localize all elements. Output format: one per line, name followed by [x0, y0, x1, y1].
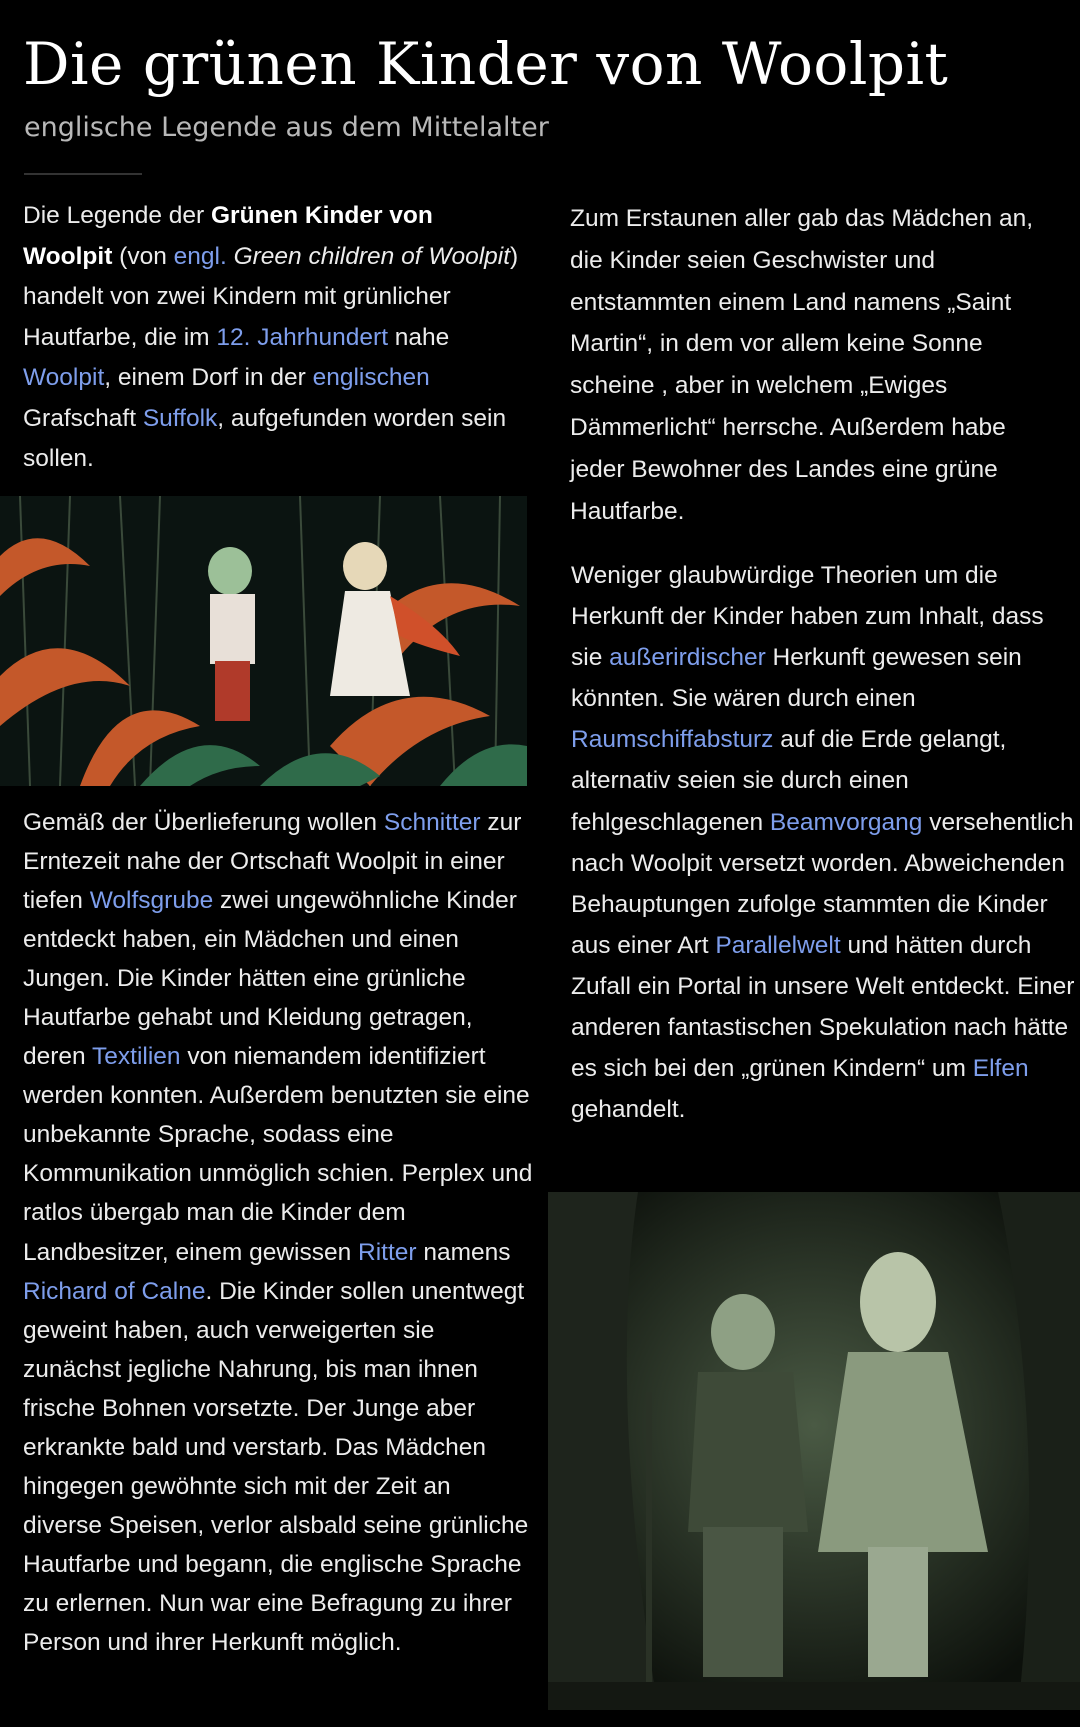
link-wolfsgrube[interactable]: Wolfsgrube: [89, 887, 214, 915]
link-beamvorgang[interactable]: Beamvorgang: [769, 808, 923, 836]
title-divider: [24, 173, 142, 175]
link-engl[interactable]: engl.: [173, 242, 227, 270]
link-12-jahrhundert[interactable]: 12. Jahrhundert: [216, 323, 388, 351]
page-title: Die grünen Kinder von Woolpit: [23, 30, 949, 98]
link-parallelwelt[interactable]: Parallelwelt: [715, 931, 841, 959]
legend-paragraph: Gemäß der Überlieferung wollen Schnitter zur Erntezeit nahe der Ortschaft Woolpit in einer tiefen Wolfsgrube zwei ungewöhnliche Kinder entdeckt haben, ein Mädchen und einen Jungen. Die Kinder hätten eine grünliche Hautfarbe gehabt und Kleidung getragen, deren Textilien von niemandem identifiziert werden konnten. Außerdem benutzten sie eine unbekannte Sprache, sodass eine Kommunikation unmöglich schien. Perplex und ratlos übergab man die Kinder dem Landbesitzer, einem gewissen Ritter namens Richard of Calne. Die Kinder sollen unentwegt geweint haben, auch verweigerten sie zunächst jegliche Nahrung, bis man ihnen frische Bohnen vorsetzte. Der Junge aber erkrankte bald und verstarb. Das Mädchen hingegen gewöhnte sich mit der Zeit an diverse Speisen, verlor alsbald seine grünliche Hautfarbe und begann, die englische Sprache zu erlernen. Nun war eine Befragung zu ihrer Person und ihrer Herkunft möglich.: [23, 809, 533, 1656]
theories-paragraph: Weniger glaubwürdige Theorien um die Herkunft der Kinder haben zum Inhalt, dass sie außerirdischer Herkunft gewesen sein könnten. Sie wären durch einen Raumschiffabsturz auf die Erde gelangt, alternativ seien sie durch einen fehlgeschlagenen Beamvorgang versehentlich nach Woolpit versetzt worden. Abweichenden Behauptungen zufolge stammten die Kinder aus einer Art Parallelwelt und hätten durch Zufall ein Portal in unsere Welt entdeckt. Einer anderen fantastischen Spekulation nach hätte es sich bei den „grünen Kindern“ um Elfen gehandelt.: [571, 562, 1075, 1124]
link-ausserirdischer[interactable]: außerirdischer: [609, 644, 766, 672]
intro-paragraph: Die Legende der Grünen Kinder von Woolpit (von engl. Green children of Woolpit) handelt von zwei Kindern mit grünlicher Hautfarbe, die im 12. Jahrhundert nahe Woolpit, einem Dorf in der englischen Grafschaft Suffolk, aufgefunden worden sein sollen.: [23, 202, 519, 472]
page-subtitle: englische Legende aus dem Mittelalter: [24, 112, 549, 143]
link-richard-of-calne[interactable]: Richard of Calne: [23, 1277, 206, 1305]
link-ritter[interactable]: Ritter: [358, 1238, 417, 1266]
link-elfen[interactable]: Elfen: [972, 1055, 1029, 1083]
saint-martin-paragraph: Zum Erstaunen aller gab das Mädchen an, die Kinder seien Geschwister und entstammten einem Land namens „Saint Martin“, in dem vor allem keine Sonne scheine , aber in welchem „Ewiges Dämmerlicht“ herrsche. Außerdem habe jeder Bewohner des Landes eine grüne Hautfarbe.: [570, 205, 1034, 525]
photo-green-children-in-cave: [548, 1192, 1080, 1710]
illustration-children-in-ferns: [0, 496, 527, 786]
link-woolpit[interactable]: Woolpit: [23, 364, 105, 391]
bold-term: Grünen Kinder von Woolpit: [23, 202, 433, 270]
link-textilien[interactable]: Textilien: [92, 1043, 181, 1071]
link-schnitter[interactable]: Schnitter: [383, 809, 481, 836]
link-englischen[interactable]: englischen: [312, 364, 430, 391]
link-suffolk[interactable]: Suffolk: [142, 404, 218, 432]
link-raumschiffabsturz[interactable]: Raumschiffabsturz: [571, 726, 774, 754]
